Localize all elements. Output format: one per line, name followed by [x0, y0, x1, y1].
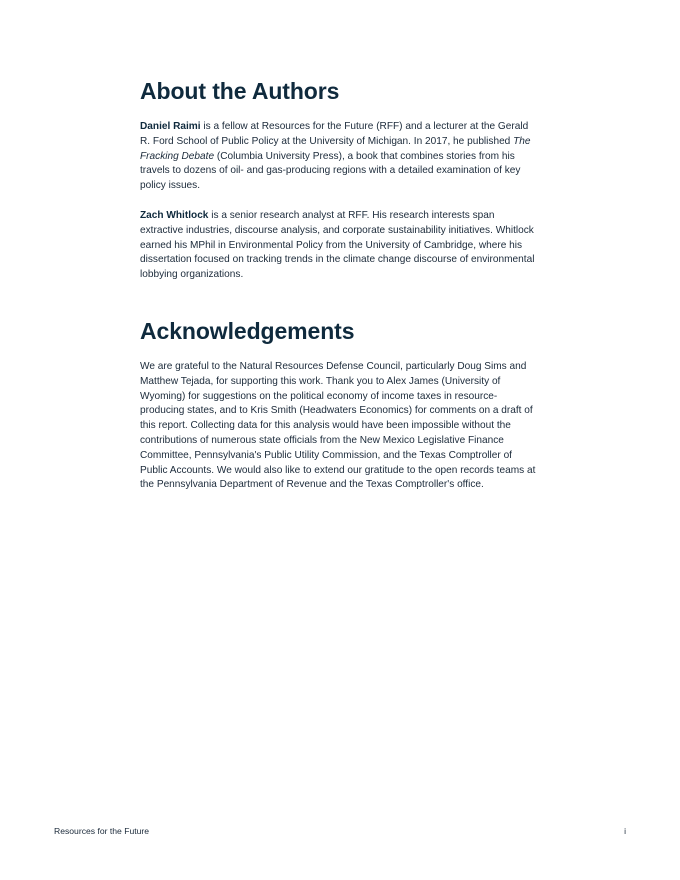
author-bio-text: is a senior research analyst at RFF. His research interests span extractive industries, discourse analysis, and corporate sustainability initiatives. Whitlock earned his MPhil in Environmental Policy from the University of Cambridge, where his dissertation focused on tracking trends in the climate change discourse of environmental lobbying organizations.: [140, 209, 535, 281]
author-bio-whitlock: [140, 209, 540, 283]
author-bio-raimi: [140, 120, 540, 194]
book-title: The Fracking Debate: [140, 135, 531, 162]
author-bio-text: (Columbia University Press), a book that combines stories from his travels to dozens of oil- and gas-producing regions with a detailed examination of key policy issues.: [140, 150, 521, 192]
about-authors-section: [140, 74, 540, 283]
author-bio-text: is a fellow at Resources for the Future (RFF) and a lecturer at the Gerald R. Ford School of Public Policy at the University of Michigan. In 2017, he published: [140, 121, 529, 147]
footer-page-number: i: [624, 826, 626, 836]
footer-organization: Resources for the Future: [54, 826, 150, 836]
page-content: [140, 74, 540, 493]
acknowledgements-text: We are grateful to the Natural Resources Defense Council, particularly Doug Sims and Matthew Tejada, for supporting this work. Thank you to Alex James (University of Wyoming) for suggestions on the political economy of income taxes in resource-producing states, and to Kris Smith (Headwaters Economics) for comments on a draft of this report. Collecting data for this analysis would have been impossible without the contributions of numerous state officials from the New Mexico Legislative Finance Committee, Pennsylvania's Public Utility Commission, and the Texas Comptroller of Public Accounts. We would also like to extend our gratitude to the open records teams at the Pennsylvania Department of Revenue and the Texas Comptroller's office.: [140, 360, 536, 491]
acknowledgements-heading: Acknowledgements: [140, 317, 355, 344]
about-authors-heading: About the Authors: [140, 78, 340, 104]
acknowledgements-section: [140, 314, 540, 493]
author-bios: [140, 120, 540, 283]
author-name: Zach Whitlock: [140, 209, 209, 221]
author-name: Daniel Raimi: [140, 121, 201, 132]
